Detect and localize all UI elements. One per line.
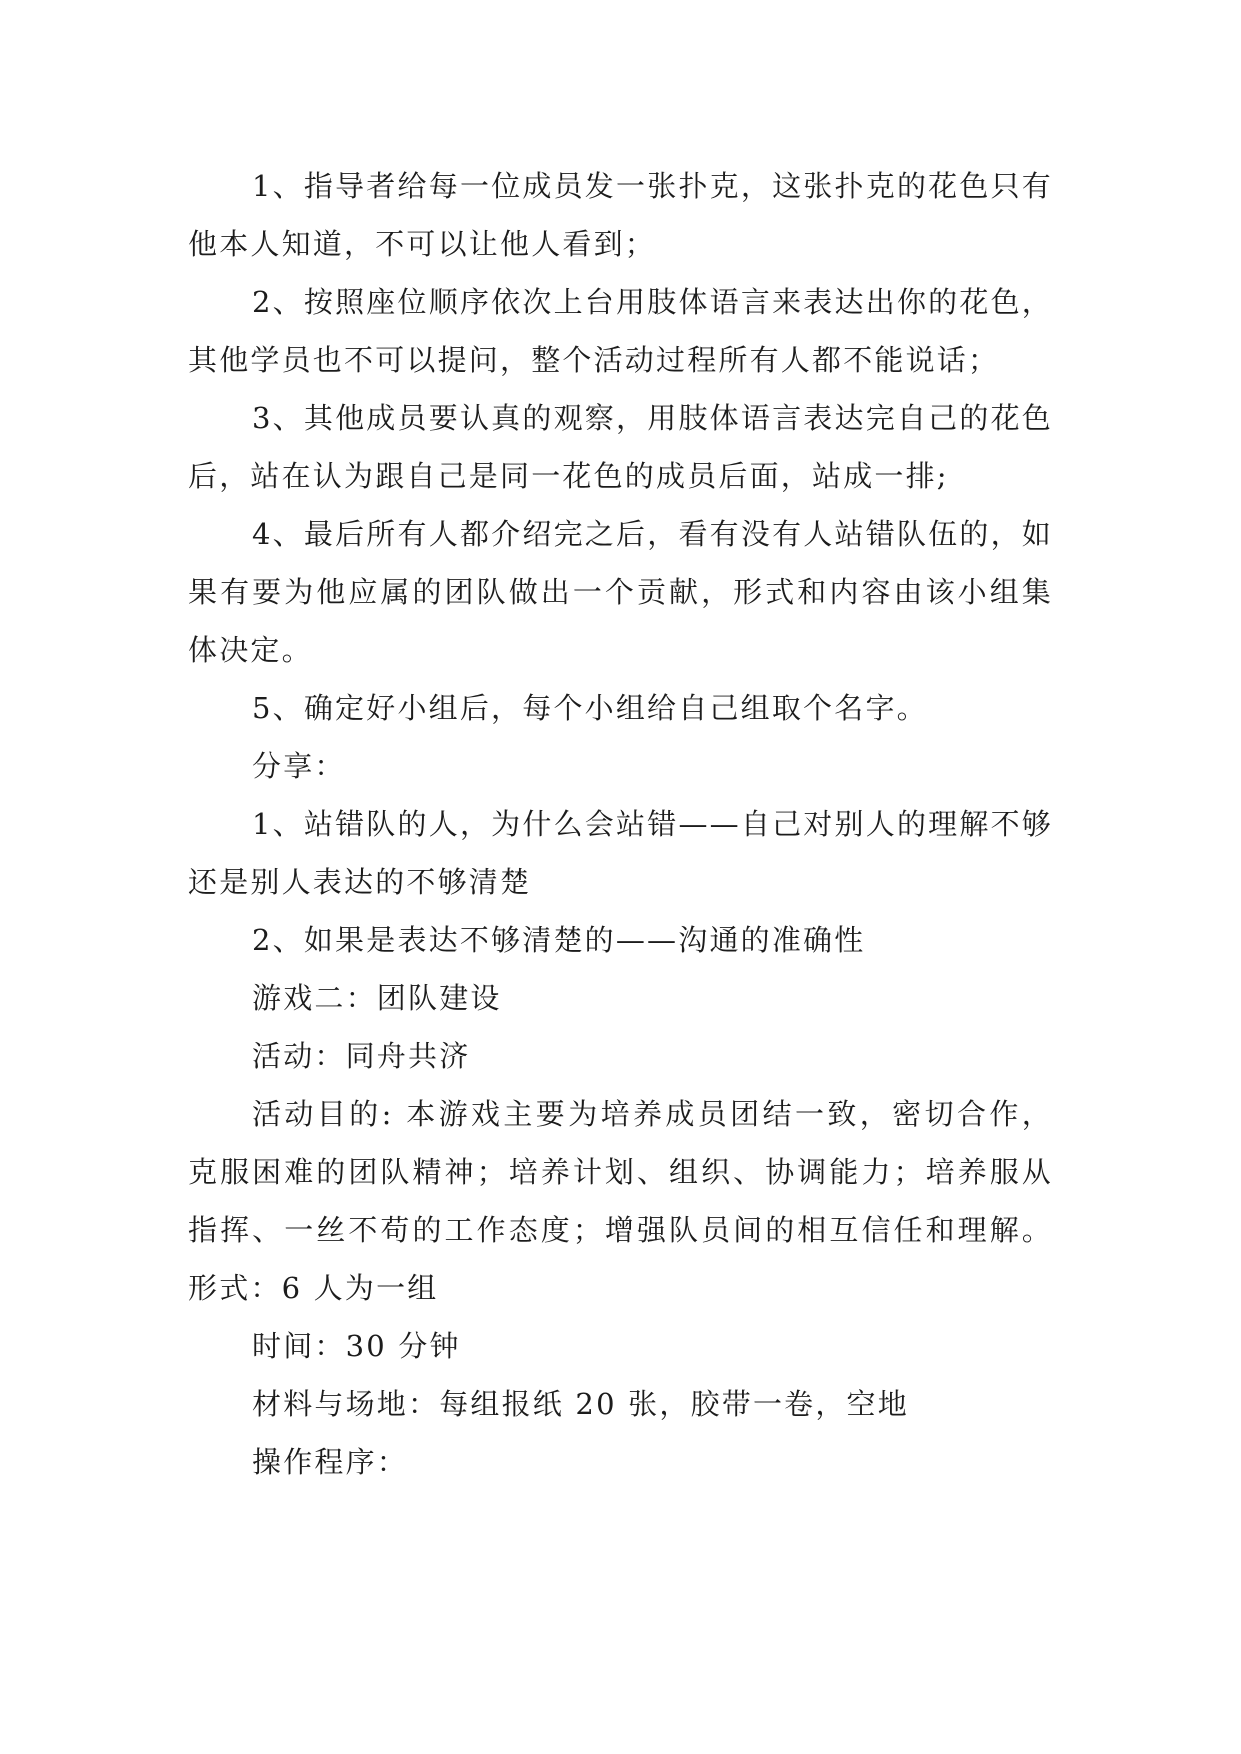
procedure-heading: 操作程序： xyxy=(252,1445,409,1479)
paragraph-rule-2: 2、按照座位顺序依次上台用肢体语言来表达出你的花色，其他学员也不可以提问，整个活动过程所有人都不能说话； xyxy=(188,285,1053,377)
activity-purpose: 活动目的: 本游戏主要为培养成员团结一致，密切合作，克服困难的团队精神；培养计划、组织、协调能力；培养服从指挥、一丝不苟的工作态度；增强队员间的相互信任和理解。形式：6 人为一组 xyxy=(188,1097,1053,1305)
paragraph-rule-1: 1、指导者给每一位成员发一张扑克，这张扑克的花色只有他本人知道，不可以让他人看到； xyxy=(188,169,1053,261)
share-item-1: 1、站错队的人，为什么会站错——自己对别人的理解不够还是别人表达的不够清楚 xyxy=(188,807,1053,899)
activity-materials: 材料与场地：每组报纸 20 张，胶带一卷，空地 xyxy=(252,1387,909,1421)
activity-time: 时间：30 分钟 xyxy=(252,1329,461,1363)
game-two-heading: 游戏二：团队建设 xyxy=(252,981,502,1015)
share-heading: 分享： xyxy=(252,749,346,783)
document-body xyxy=(188,157,1053,1491)
paragraph-rule-3: 3、其他成员要认真的观察，用肢体语言表达完自己的花色后，站在认为跟自己是同一花色的成员后面，站成一排; xyxy=(188,401,1053,493)
paragraph-rule-5: 5、确定好小组后，每个小组给自己组取个名字。 xyxy=(252,691,928,725)
activity-name: 活动：同舟共济 xyxy=(252,1039,471,1073)
share-item-2: 2、如果是表达不够清楚的——沟通的准确性 xyxy=(252,923,866,957)
paragraph-rule-4: 4、最后所有人都介绍完之后，看有没有人站错队伍的，如果有要为他应属的团队做出一个贡献，形式和内容由该小组集体决定。 xyxy=(188,517,1053,667)
